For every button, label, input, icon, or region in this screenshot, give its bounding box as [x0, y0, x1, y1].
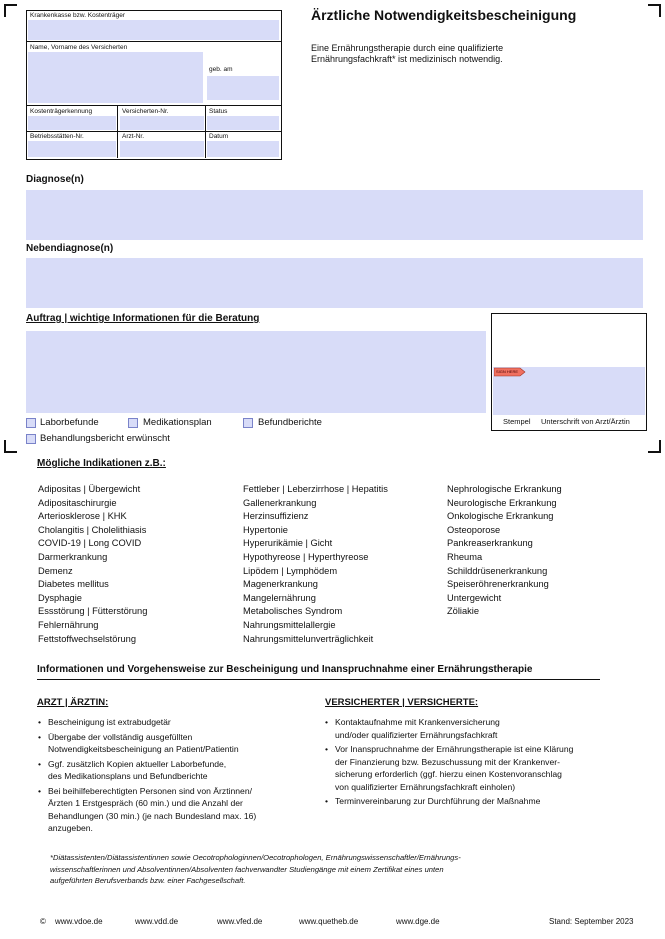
- sign-here-tag: SIGN HERE: [496, 369, 519, 374]
- indications-col-1: [38, 483, 147, 646]
- insured-list-item: • Kontaktaufnahme mit Krankenversicherung und/oder qualifizierter Ernährungsfachkraft: [325, 716, 625, 741]
- checkbox-medication-plan-label: Medikationsplan: [143, 417, 212, 428]
- footnote: *Diätassistenten/Diätassistentinnen sowie Oecotrophologinnen/Oecotrophologen, Ernährungswissenschaftler/Ernährungs- wissenschaftlerinnen und Absolventinnen/Absolventen fachverwandter Studiengänge mit einem Zertifikat eines unten aufgeführten Berufsverbands bzw. einer Fachgesellschaft.: [50, 853, 461, 885]
- indication-item: Essstörung | Fütterstörung: [38, 606, 148, 617]
- indication-item: Magenerkrankung: [243, 579, 318, 590]
- diagnosis-heading: Diagnose(n): [26, 174, 84, 185]
- footer-link-vdd[interactable]: www.vdd.de: [135, 917, 179, 926]
- stamp-label: Stempel: [503, 417, 531, 426]
- date-field[interactable]: [207, 141, 279, 157]
- indication-item: Onkologische Erkrankung: [447, 511, 554, 522]
- insured-name-field[interactable]: [28, 52, 203, 103]
- info-divider: [37, 679, 600, 680]
- insured-heading: VERSICHERTER | VERSICHERTE:: [325, 697, 479, 708]
- site-no-label: Betriebsstätten-Nr.: [30, 133, 84, 140]
- checkbox-findings-reports-label: Befundberichte: [258, 417, 322, 428]
- indication-item: COVID-19 | Long COVID: [38, 538, 142, 549]
- indication-item: Neurologische Erkrankung: [447, 497, 557, 508]
- indication-item: Hyperurikämie | Gicht: [243, 538, 333, 549]
- doctor-no-field[interactable]: [120, 141, 204, 157]
- indication-item: Pankreaserkrankung: [447, 538, 533, 549]
- indication-item: Zöliakie: [447, 606, 480, 617]
- order-field[interactable]: [26, 331, 486, 413]
- cost-id-label: Kostenträgerkennung: [30, 108, 93, 115]
- corner-mark-bottom-left: [4, 440, 17, 453]
- indication-item: Dysphagie: [38, 592, 82, 603]
- indication-item: Herzinsuffizienz: [243, 511, 309, 522]
- insured-list-item: • Vor Inanspruchnahme der Ernährungstherapie ist eine Klärung der Finanzierung bzw. Bezuschussung mit der Krankenver- sicherung erforderlich (ggf. hierzu einen Kostenvoranschlag von qualifizierter Ernährungsfachkraft einholen): [325, 743, 625, 793]
- corner-mark-top-right: [648, 4, 661, 17]
- secondary-diagnosis-field[interactable]: [26, 258, 643, 308]
- dob-field[interactable]: [207, 76, 279, 100]
- indication-item: Metabolisches Syndrom: [243, 606, 343, 617]
- footer-link-vdoe[interactable]: www.vdoe.de: [55, 917, 103, 926]
- doctor-list-item: • Ggf. zusätzlich Kopien aktueller Laborbefunde, des Medikationsplans und Befundberichte: [38, 758, 308, 783]
- doctor-list: [38, 716, 308, 837]
- insurer-field[interactable]: [28, 20, 279, 40]
- status-field[interactable]: [207, 116, 279, 130]
- indication-item: Adipositaschirurgie: [38, 497, 117, 508]
- indication-item: Darmerkrankung: [38, 551, 108, 562]
- signature-label: Unterschrift von Arzt/Ärztin: [541, 417, 630, 426]
- indication-item: Schilddrüsenerkrankung: [447, 565, 548, 576]
- insured-list-item: • Terminvereinbarung zur Durchführung der Maßnahme: [325, 795, 625, 808]
- site-no-field[interactable]: [28, 141, 116, 157]
- checkbox-lab-results-label: Laborbefunde: [40, 417, 99, 428]
- copyright-symbol: ©: [40, 917, 46, 926]
- insured-name-label: Name, Vorname des Versicherten: [30, 44, 128, 51]
- indication-item: Lipödem | Lymphödem: [243, 565, 338, 576]
- cost-id-field[interactable]: [28, 116, 116, 130]
- indication-item: Nephrologische Erkrankung: [447, 484, 562, 494]
- footer-stand: Stand: September 2023: [549, 917, 634, 926]
- checkbox-findings-reports[interactable]: [243, 418, 253, 428]
- indication-item: Nahrungsmittelunverträglichkeit: [243, 633, 374, 644]
- indication-item: Gallenerkrankung: [243, 497, 317, 508]
- order-heading: Auftrag | wichtige Informationen für die Beratung: [26, 313, 260, 324]
- secondary-diagnosis-heading: Nebendiagnose(n): [26, 243, 114, 254]
- page-title: Ärztliche Notwendigkeitsbescheinigung: [311, 7, 577, 23]
- diagnosis-field[interactable]: [26, 190, 643, 240]
- insurer-label: Krankenkasse bzw. Kostenträger: [30, 12, 126, 19]
- indication-item: Hypertonie: [243, 524, 288, 535]
- intro-text: Eine Ernährungstherapie durch eine qualifizierte Ernährungsfachkraft* ist medizinisch notwendig.: [311, 43, 504, 64]
- indication-item: Mangelernährung: [243, 592, 316, 603]
- checkbox-lab-results[interactable]: [26, 418, 36, 428]
- indication-item: Nahrungsmittelallergie: [243, 619, 336, 630]
- indication-item: Hypothyreose | Hyperthyreose: [243, 551, 369, 562]
- indication-item: Diabetes mellitus: [38, 579, 109, 590]
- indications-col-2: [243, 483, 388, 646]
- checkbox-medication-plan[interactable]: [128, 418, 138, 428]
- indications-col-3: [447, 483, 562, 619]
- insured-no-label: Versicherten-Nr.: [122, 108, 169, 115]
- doctor-no-label: Arzt-Nr.: [122, 133, 145, 140]
- indication-item: Speiseröhrenerkrankung: [447, 579, 549, 590]
- dob-label: geb. am: [209, 66, 233, 73]
- indication-item: Osteoporose: [447, 524, 501, 535]
- doctor-list-item: • Bei beihilfeberechtigten Personen sind von Ärztinnen/ Ärzten 1 Erstgespräch (60 min.) und die Anzahl der Behandlungen (30 min.) (je nach Bundesland max. 16) anzugeben.: [38, 785, 308, 835]
- indication-item: Fettleber | Leberzirrhose | Hepatitis: [243, 484, 388, 494]
- indication-item: Adipositas | Übergewicht: [38, 484, 141, 494]
- checkbox-treatment-report[interactable]: [26, 434, 36, 444]
- indication-item: Cholangitis | Cholelithiasis: [38, 524, 147, 535]
- date-label: Datum: [209, 133, 229, 140]
- corner-mark-top-left: [4, 4, 17, 17]
- indication-item: Fettstoffwechselstörung: [38, 633, 137, 644]
- info-heading: Informationen und Vorgehensweise zur Bescheinigung und Inanspruchnahme einer Ernährungstherapie: [37, 664, 533, 675]
- footer-link-dge[interactable]: www.dge.de: [396, 917, 440, 926]
- indications-heading: Mögliche Indikationen z.B.:: [37, 458, 166, 469]
- insurance-header-box: [26, 10, 282, 160]
- status-label: Status: [209, 108, 228, 115]
- indication-item: Demenz: [38, 565, 73, 576]
- checkbox-treatment-report-label: Behandlungsbericht erwünscht: [40, 433, 170, 444]
- insured-list: [325, 716, 625, 810]
- doctor-list-item: • Übergabe der vollständig ausgefüllten Notwendigkeitsbescheinigung an Patient/Patientin: [38, 731, 308, 756]
- insured-no-field[interactable]: [120, 116, 204, 130]
- indication-item: Fehlernährung: [38, 619, 99, 630]
- doctor-heading: ARZT | ÄRZTIN:: [37, 697, 109, 708]
- indication-item: Untergewicht: [447, 592, 502, 603]
- indication-item: Rheuma: [447, 551, 483, 562]
- footer-link-vfed[interactable]: www.vfed.de: [217, 917, 263, 926]
- indication-item: Arteriosklerose | KHK: [38, 511, 127, 522]
- corner-mark-bottom-right: [648, 440, 661, 453]
- stamp-signature-box: [491, 313, 647, 431]
- doctor-list-item: • Bescheinigung ist extrabudgetär: [38, 716, 308, 729]
- footer-link-quetheb[interactable]: www.quetheb.de: [299, 917, 359, 926]
